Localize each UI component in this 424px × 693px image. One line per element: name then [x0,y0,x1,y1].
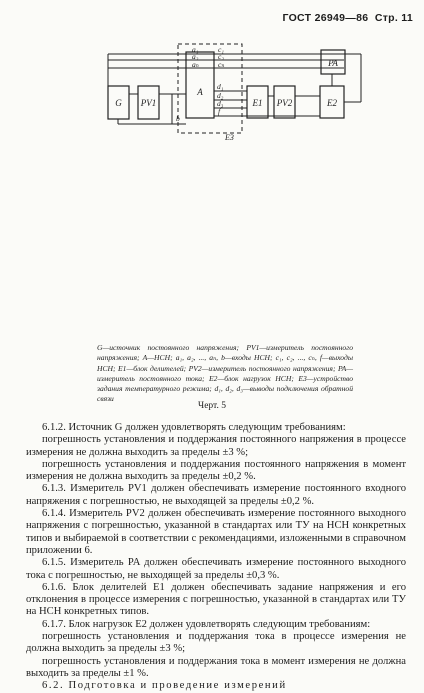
document-body [26,422,406,693]
label-d2: d₂ [217,91,224,100]
paragraph: 6.1.6. Блок делителей E1 должен обеспечивать задание напряжения и его отклонения в процессе измерения с погрешностью, указанной в стандартах или ТУ на НСН конкретных типов. [26,581,406,618]
label-d1: d₁ [217,82,224,91]
label-cn: cₙ [218,60,225,69]
standard-number: ГОСТ 26949—86 [282,12,369,24]
paragraph: 6.1.5. Измеритель PA должен обеспечивать измерение постоянного выходного тока с погрешностью, не выходящей за пределы ±0,3 %. [26,557,406,581]
block-a [186,52,214,118]
label-c2: c₂ [218,52,224,61]
figure-caption: G—источник постоянного напряжения; PV1—измеритель постоянного напряжения; A—НСН; a₁, a₂, ..., aₙ, b—входы НСН; c₁, c₂, ..., cₙ, f—выходы НСН; E1—блок делителей; PV2—измеритель постоянного напряжения; PA—измеритель постоянного тока; E2—блок нагрузок НСН; E3—устройство задания температурного режима; d₁, d₂, d₃—выводы подключения обратной связи [97,343,353,404]
label-e2: E2 [327,98,337,108]
paragraph: 6.1.2. Источник G должен удовлетворять следующим требованиям: [42,422,346,433]
label-pv1: PV1 [140,98,157,108]
label-pa: PA [328,58,338,68]
paragraph: погрешность установления и поддержания тока в момент измерения не должна выходить за пределы ±1 %. [26,655,406,679]
paragraph: 6.1.7. Блок нагрузок E2 должен удовлетворять следующим требованиям: [42,618,371,630]
e3-enclosure [178,44,242,133]
label-e1: E1 [252,98,263,108]
label-a1: a₁ [192,45,199,54]
label-e3: E3 [225,133,234,142]
label-a2: a₂ [192,52,199,61]
label-d3: d₃ [217,99,224,108]
paragraph: 6.1.3. Измеритель PV1 должен обеспечивать измерение постоянного входного напряжения с погрешностью, не выходящей за пределы ±0,2 %. [26,483,406,507]
paragraph: погрешность установления и поддержания постоянного напряжения в момент измерения не должна выходить за пределы ±0,2 %. [26,458,406,483]
label-an: aₙ [192,60,199,69]
label-a: A [197,87,203,97]
section-heading: 6.2. Подготовка и проведение измерений [42,680,287,692]
label-g: G [115,98,122,108]
paragraph: погрешность установления и поддержания постоянного напряжения в процессе измерения не должна выходить за пределы ±3 %; [26,434,406,458]
page-number: Стр. 11 [374,12,413,24]
label-f: f [218,107,221,116]
label-pv2: PV2 [276,98,293,108]
label-c1: c₁ [218,45,224,54]
paragraph: 6.1.4. Измеритель PV2 должен обеспечивать измерение постоянного выходного напряжения с погрешностью, указанной в стандартах или ТУ на НСН конкретных типов и выбираемой в соответствии с рекомендациями, изложенными в справочном приложении 6. [26,508,406,556]
circuit-diagram [0,0,424,345]
label-b: b [176,114,180,123]
paragraph: погрешность установления и поддержания тока в процессе измерения не должна выходить за пределы ±3 %; [26,631,406,655]
figure-title: Черт. 5 [198,401,226,411]
